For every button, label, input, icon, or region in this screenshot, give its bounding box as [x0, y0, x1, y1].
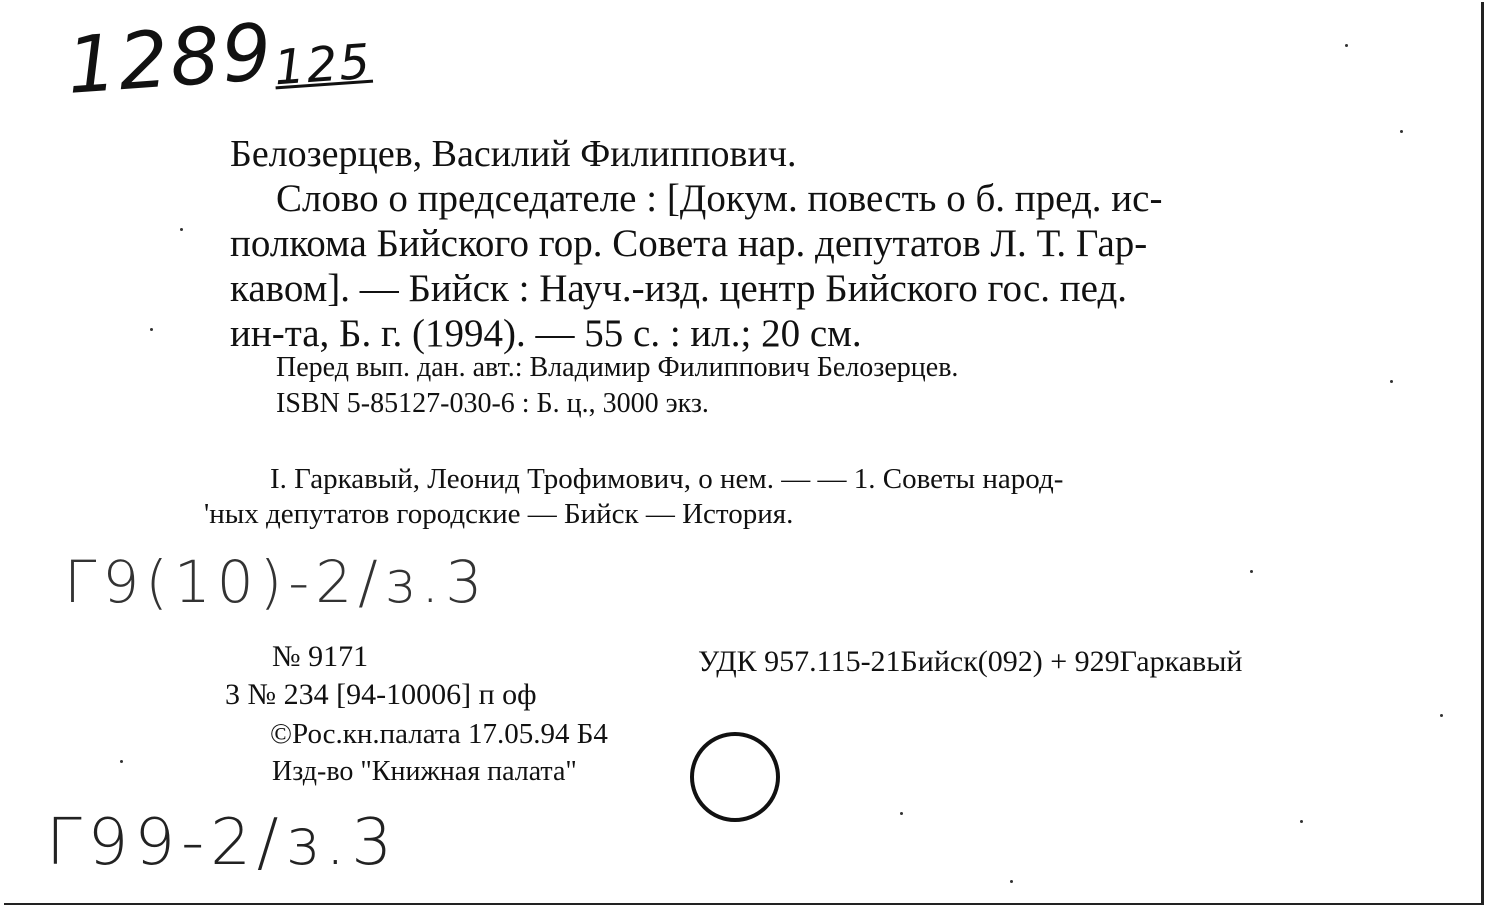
description-line-3: кавом]. — Бийск : Науч.-изд. центр Бийского гос. пед. — [230, 267, 1128, 310]
scan-speck — [1250, 570, 1253, 573]
udk-code: УДК 957.115-21Бийск(092) + 929Гаркавый — [698, 645, 1243, 678]
description-line-4: ин-та, Б. г. (1994). — 55 с. : ил.; 20 см. — [230, 312, 862, 355]
scan-speck — [1300, 820, 1303, 823]
isbn-line: ISBN 5-85127-030-6 : Б. ц., 3000 экз. — [276, 388, 709, 419]
description-line-2: полкома Бийского гор. Совета нар. депутатов Л. Т. Гар- — [230, 222, 1148, 265]
author-note: Перед вып. дан. авт.: Владимир Филиппович Белозерцев. — [276, 352, 959, 383]
scan-speck — [180, 228, 183, 231]
issue-line: 3 № 234 [94-10006] п оф — [225, 678, 537, 711]
handwritten-classification-2: Г99-2/з.3 — [46, 806, 399, 880]
scan-speck — [1440, 714, 1443, 717]
subject-line-1: I. Гаркавый, Леонид Трофимович, о нем. — — 1. Советы народ- — [270, 463, 1064, 495]
scan-speck — [120, 760, 123, 763]
punch-hole — [690, 732, 780, 822]
handwritten-number: 1289 — [64, 7, 277, 112]
copyright-line: ©Рос.кн.палата 17.05.94 Б4 — [270, 718, 608, 750]
scan-speck — [1400, 130, 1403, 133]
record-number: № 9171 — [272, 640, 369, 673]
scan-speck — [1390, 380, 1393, 383]
subject-line-2: 'ных депутатов городские — Бийск — История. — [204, 498, 794, 530]
publisher-line: Изд-во "Книжная палата" — [272, 756, 577, 787]
description-line-1: Слово о председателе : [Докум. повесть о б. пред. ис- — [276, 177, 1163, 220]
scan-speck — [150, 328, 153, 331]
scan-speck — [1345, 44, 1348, 47]
author-heading: Белозерцев, Василий Филиппович. — [230, 133, 797, 175]
scan-speck — [1010, 880, 1013, 883]
handwritten-classification-1: Г9(10)-2/з.3 — [64, 548, 489, 616]
scan-speck — [900, 812, 903, 815]
handwritten-subnumber: 125 — [272, 33, 374, 97]
